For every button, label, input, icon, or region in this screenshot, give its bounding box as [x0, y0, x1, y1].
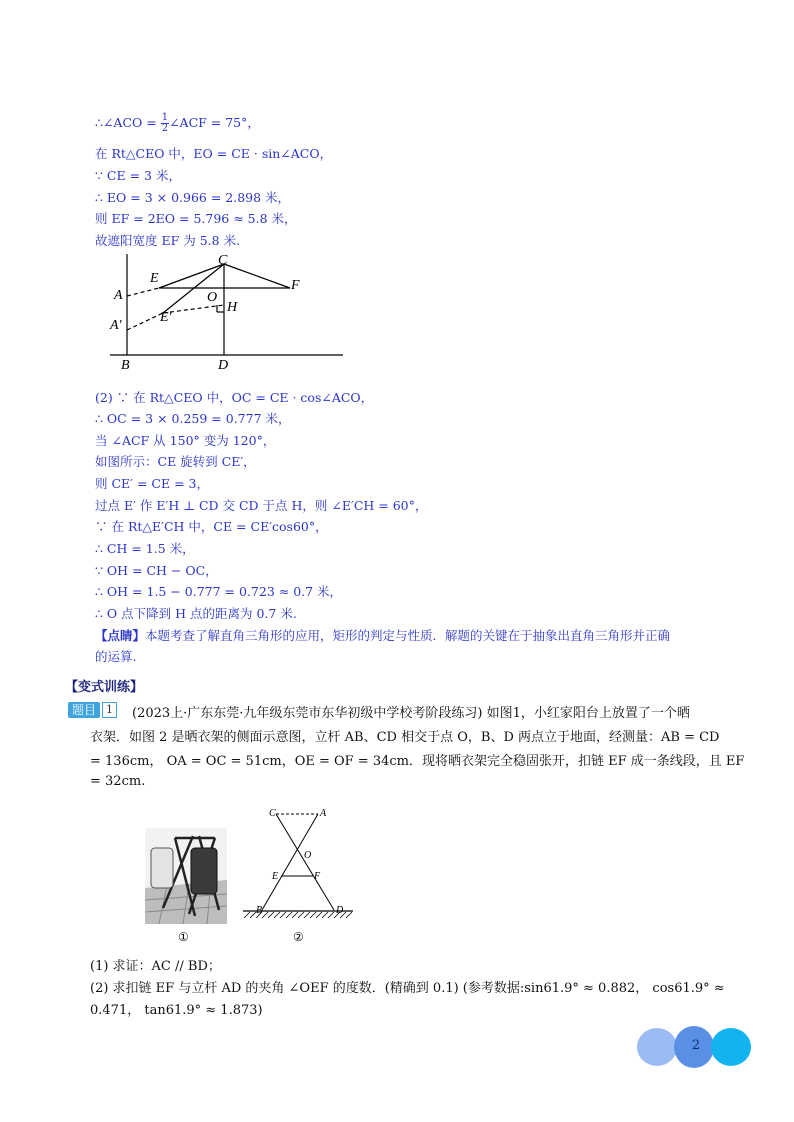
- solution-line-4: ∴ EO = 3 × 0.966 = 2.898 米，: [95, 190, 291, 205]
- question-badge: [68, 702, 117, 718]
- fig1-label-E: E: [150, 271, 159, 286]
- solution-part2-line-5: 则 CE′ = CE = 3，: [95, 476, 209, 491]
- figure-caption-1: ①: [178, 930, 189, 944]
- page-circle-left: [637, 1028, 677, 1066]
- fig1-label-O: O: [207, 290, 218, 305]
- solution-part2-line-1: (2) ∵ 在 Rt△CEO 中，OC = CE · cos∠ACO，: [95, 390, 374, 405]
- solution-line-1-left: ∴∠ACO =: [95, 115, 161, 130]
- fig1-label-C: C: [218, 253, 228, 268]
- solution-part2-line-9: ∵ OH = CH − OC，: [95, 563, 218, 578]
- fig2-label-A: A: [320, 808, 327, 819]
- fig2-label-B: B: [256, 905, 263, 916]
- solution-part2-line-6: 过点 E′ 作 E′H ⊥ CD 交 CD 于点 H，则 ∠E′CH = 60°，: [95, 498, 428, 513]
- note-label: 【点睛】: [95, 628, 146, 643]
- question-line-1: (2023上·广东东莞·九年级东莞市东华初级中学校考阶段练习) 如图1，小红家阳台上放置了一个晒: [132, 706, 690, 721]
- note-line-2: 的运算.: [95, 649, 137, 664]
- solution-line-1: [95, 113, 260, 134]
- solution-line-1-right: ∠ACF = 75°，: [169, 115, 260, 130]
- fig1-label-A: A: [114, 288, 123, 303]
- solution-line-6: 故遮阳宽度 EF 为 5.8 米.: [95, 233, 241, 248]
- fraction-half: [161, 113, 169, 134]
- note-line-1: [95, 626, 670, 644]
- fig1-label-H: H: [227, 300, 238, 315]
- fraction-denominator: 2: [161, 123, 169, 134]
- fig2-label-E: E: [272, 871, 279, 882]
- section-title-variation: 【变式训练】: [65, 680, 144, 695]
- solution-part2-line-7: ∵ 在 Rt△E′CH 中，CE = CE′cos60°，: [95, 519, 328, 534]
- question-badge-number: 1: [102, 702, 117, 718]
- solution-line-3: ∵ CE = 3 米，: [95, 168, 181, 183]
- solution-part2-line-4: 如图所示：CE 旋转到 CE′，: [95, 454, 256, 469]
- fig2-label-F: F: [314, 871, 321, 882]
- solution-part2-line-11: ∴ O 点下降到 H 点的距离为 0.7 米.: [95, 606, 297, 621]
- solution-part2-line-3: 当 ∠ACF 从 150° 变为 120°，: [95, 433, 276, 448]
- fig1-label-D: D: [218, 358, 229, 373]
- fraction-numerator: 1: [161, 112, 169, 123]
- subquestion-1: (1) 求证：AC // BD；: [90, 959, 221, 974]
- page-number: 2: [691, 1038, 701, 1053]
- fig1-label-A-prime: A′: [110, 318, 122, 333]
- solution-line-2: 在 Rt△CEO 中，EO = CE · sin∠ACO，: [95, 146, 333, 161]
- figure-caption-2: ②: [293, 930, 304, 944]
- solution-part2-line-10: ∴ OH = 1.5 − 0.777 = 0.723 ≈ 0.7 米，: [95, 584, 343, 599]
- solution-part2-line-2: ∴ OC = 3 × 0.259 = 0.777 米，: [95, 411, 291, 426]
- fig1-label-F: F: [291, 278, 300, 293]
- question-badge-label: 题目: [68, 702, 100, 718]
- question-line-3: = 136cm， OA = OC = 51cm，OE = OF = 34cm．现将晒衣架完全稳固张开，扣链 EF 成一条线段，且 EF: [90, 754, 745, 769]
- solution-part2-line-8: ∴ CH = 1.5 米，: [95, 541, 195, 556]
- note-text-1: 本题考查了解直角三角形的应用，矩形的判定与性质．解题的关键在于抽象出直角三角形并正确: [145, 628, 671, 643]
- fig1-label-B: B: [121, 358, 130, 373]
- subquestion-2-line-2: 0.471， tan61.9° ≈ 1.873): [90, 1003, 263, 1018]
- question-line-4: = 32cm.: [90, 774, 146, 789]
- fig1-label-E-prime: E′: [160, 310, 172, 325]
- page-circle-right: [711, 1028, 751, 1066]
- drying-rack-photo: [145, 828, 227, 924]
- fig2-label-D: D: [336, 905, 344, 916]
- subquestion-2-line-1: (2) 求扣链 EF 与立杆 AD 的夹角 ∠OEF 的度数．(精确到 0.1) (参考数据:sin61.9° ≈ 0.882， cos61.9° ≈: [90, 981, 725, 996]
- fig2-label-O: O: [304, 850, 312, 861]
- solution-line-5: 则 EF = 2EO = 5.796 ≈ 5.8 米，: [95, 211, 297, 226]
- question-line-2: 衣架．如图 2 是晒衣架的侧面示意图，立杆 AB、CD 相交于点 O，B、D 两点立于地面，经测量：AB = CD: [90, 730, 720, 745]
- fig2-label-C: C: [269, 808, 276, 819]
